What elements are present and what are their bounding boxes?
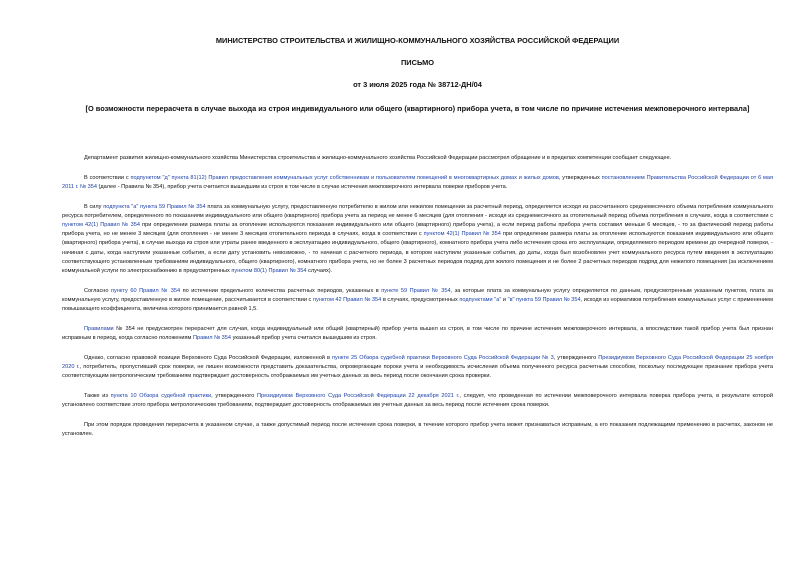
paragraph-text: по истечении предельного количества расчетных периодов, указанных в: [180, 287, 382, 294]
document-link[interactable]: пунктом 42 Правил № 354: [312, 296, 382, 303]
paragraph-text: в случаях, предусмотренных: [381, 296, 460, 303]
document-link[interactable]: пунктом 80(1) Правил № 354: [231, 268, 307, 275]
paragraph-text: при определении размера платы за отопление используются показания индивидуального или общего (квартирного) прибора учета), в случае выхода из строя или утраты ранее введенного в эксплуатацию индивидуального, общего (квартирного), комнатного прибора учета либо истечения срока его эксплуатации, определяемого периодом времени до очередной поверки, - начиная с даты, когда наступили указанные события, а если дату установить невозможно, - то начиная с расчетного периода, в котором наступили указанные события, до даты, когда был возобновлен учет коммунального ресурса путем введения в эксплуатацию соответствующего установленным требованиям индивидуального, общего (квартирного), комнатного прибора учета, но не более 3 расчетных периодов подряд для жилого помещения и не более 2 расчетных периодов подряд для нежилого помещения (за исключением коммунальной услуги по электроснабжению в предусмотренных: [62, 231, 774, 275]
paragraph: [62, 421, 773, 439]
paragraph-text: Согласно: [84, 287, 111, 294]
document-link[interactable]: Президиумом Верховного Суда Российской Федерации 22 декабря 2021 г.: [257, 392, 460, 399]
document-link[interactable]: постановлением Правительства Российской Федерации от 6 мая 2011 г. № 354: [62, 174, 774, 190]
paragraph-text: , следует, что проведенная по истечении межповерочного интервала поверка прибора учета, в результате которой установлено соответствие этого прибора метрологическим требованиям, подтверждает достоверность отображаемых им учетных данных за весь период после истечения срока поверки.: [62, 392, 773, 409]
paragraph-text: , за которые плата за коммунальную услугу определяется по данным, предусмотренным указанным пунктом, плата за коммунальную услугу, предоставленную в жилое помещение, рассчитывается в соответствии с: [62, 287, 773, 303]
paragraph-text: (далее - Правила № 354), прибор учета считается вышедшим из строя в том числе в случае истечения межповерочного интервала поверки приборов учета.: [96, 183, 508, 190]
document-type: ПИСЬМО: [401, 58, 434, 67]
document-body: [62, 154, 773, 439]
paragraph: [62, 154, 773, 163]
ministry-name: МИНИСТЕРСТВО СТРОИТЕЛЬСТВА И ЖИЛИЩНО-КОММУНАЛЬНОГО ХОЗЯЙСТВА РОССИЙСКОЙ ФЕДЕРАЦИИ: [215, 36, 620, 45]
document-link[interactable]: пунктом 42(1) Правил № 354: [62, 222, 140, 229]
document-link[interactable]: Правилами: [84, 325, 114, 332]
paragraph-text: , потребитель, пропустивший срок поверки, не лишен возможности представить доказательства, опровергающие пороки учета и необходимость исчисления объема полученного ресурса расчетным способом, поскольку последующее признание прибора учета соответствующим метрологическим требованиям подтверждает достоверность отображаемых им учетных данных за весь период после окончания срока проверки.: [62, 363, 773, 380]
paragraph: [62, 174, 773, 192]
document-link[interactable]: пункте 59 Правил № 354: [381, 287, 451, 294]
paragraph-text: , исходя из нормативов потребления коммунальных услуг с применением повышающего коэффициента, величина которого принимается равной 1,5.: [62, 296, 773, 313]
paragraph-text: При этом порядок проведения перерасчета в указанном случае, а также допустимый период после истечения срока поверки, в течение которого прибор учета может признаваться исправным, а его показания подлежащими применению в расчетах, законом не установлен.: [62, 421, 773, 437]
document-subject: [О возможности перерасчета в случае выхода из строя индивидуального или общего (квартирного) прибора учета, в том числе по причине истечения межповерочного интервала]: [85, 104, 750, 113]
document-link[interactable]: подпунктами "а": [459, 296, 502, 303]
paragraph: [62, 354, 773, 382]
document-link[interactable]: пункта 10 Обзора судебной практики: [110, 392, 212, 399]
paragraph-text: № 354 не предусмотрен перерасчет для случая, когда индивидуальный или общий (квартирный) прибор учета вышел из строя, в том числе по причине истечения межповерочного интервала, а впоследствии такой прибор учета был признан исправным в период, когда согласно положениям: [62, 325, 773, 342]
paragraph: [62, 325, 773, 343]
document-link[interactable]: подпунктом "д" пункта 81(12) Правил предоставления коммунальных услуг собственникам и пользователям помещений в многоквартирных домах и жилых домов: [130, 174, 559, 181]
paragraph-text: , утвержденного: [211, 392, 258, 399]
document-link[interactable]: Правил № 354: [192, 335, 232, 342]
paragraph-text: плата за коммунальную услугу, предоставленную потребителю в жилом или нежилом помещении за расчетный период, определяется исходя из рассчитанного среднемесячного объема потребления коммунального ресурса потребителем, определенного по показаниям индивидуального или общего (квартирного) прибора учета за период не менее 6 месяцев (для отопления - исходя из среднемесячного за отопительный период объема потребления в случаях, когда в соответствии с: [62, 203, 773, 219]
document-link[interactable]: подпункта "а" пункта 59 Правил № 354: [103, 203, 206, 210]
paragraph-text: , утвержденных: [558, 174, 602, 181]
paragraph-text: при определении размера платы за отопление используются показания индивидуального или общего (квартирного) прибора учета), а если период работы прибора учета составил меньше 6 месяцев, - то за фактический период работы прибора учета, но не менее 3 месяцев (для отопления - не менее 3 месяцев отопительного периода в случаях, когда в соответствии с: [62, 222, 773, 238]
document-date-number: от 3 июля 2025 года № 38712-ДН/04: [353, 80, 482, 89]
paragraph: [62, 287, 773, 315]
document-link[interactable]: пункту 60 Правил № 354: [110, 287, 181, 294]
paragraph-text: В соответствии с: [84, 174, 131, 181]
paragraph-text: Также из: [84, 392, 111, 399]
paragraph-text: , утвержденного: [553, 354, 599, 361]
paragraph-text: Однако, согласно правовой позиции Верховного Суда Российской Федерации, изложенной в: [84, 354, 332, 361]
paragraph-text: случаях).: [306, 268, 333, 275]
paragraph-text: и: [501, 296, 508, 303]
paragraph-text: Департамент развития жилищно-коммунального хозяйства Министерства строительства и жилищно-коммунального хозяйства Российской Федерации рассмотрел обращение и в пределах компетенции сообщает следующее.: [84, 155, 672, 161]
document-link[interactable]: пункте 25 Обзора судебной практики Верховного Суда Российской Федерации № 3: [331, 354, 554, 361]
paragraph: [62, 203, 773, 277]
document-link[interactable]: "в" пункта 59 Правил № 354: [507, 296, 581, 303]
paragraph-text: В силу: [84, 203, 104, 210]
document-link[interactable]: пунктом 42(1) Правил № 354: [423, 231, 501, 238]
document-link[interactable]: Президиумом Верховного Суда Российской Федерации 25 ноября 2020 г.: [62, 354, 773, 370]
paragraph-text: указанный прибор учета считался вышедшим из строя.: [231, 335, 377, 342]
paragraph: [62, 392, 773, 410]
